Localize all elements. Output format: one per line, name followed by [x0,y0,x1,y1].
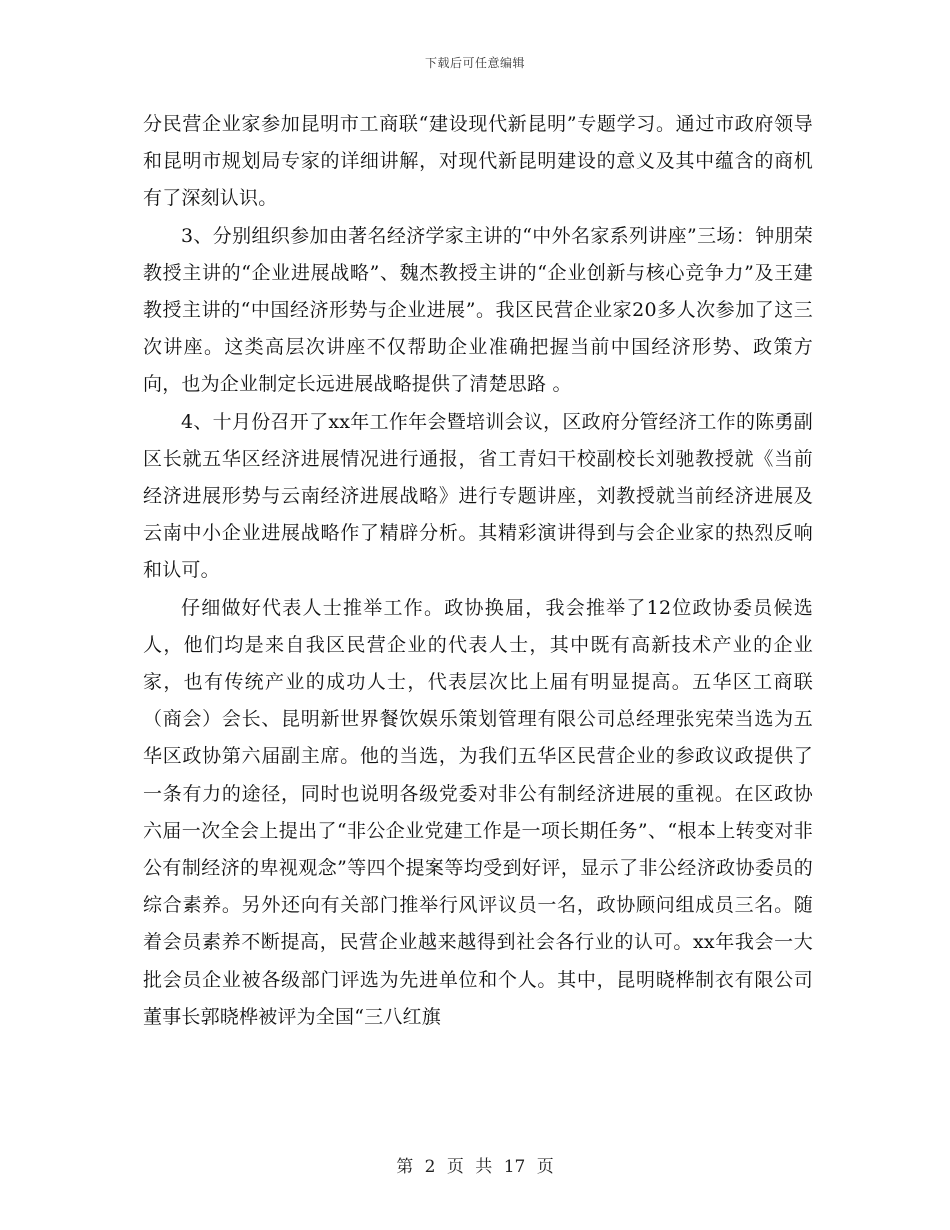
document-body [143,106,813,1036]
paragraph-representatives: 仔细做好代表人士推举工作。政协换届，我会推举了12位政协委员候选人，他们均是来自我区民营企业的代表人士，其中既有高新技术产业的企业家，也有传统产业的成功人士，代表层次比上届有明显提高。五华区工商联（商会）会长、昆明新世界餐饮娱乐策划管理有限公司总经理张宪荣当选为五华区政协第六届副主席。他的当选，为我们五华区民营企业的参政议政提供了一条有力的途径，同时也说明各级党委对非公有制经济进展的重视。在区政协六届一次全会上提出了“非公企业党建工作是一项长期任务”、“根本上转变对非公有制经济的卑视观念”等四个提案等均受到好评，显示了非公经济政协委员的综合素养。另外还向有关部门推举行风评议员一名，政协顾问组成员三名。随着会员素养不断提高，民营企业越来越得到社会各行业的认可。xx年我会一大批会员企业被各级部门评选为先进单位和个人。其中，昆明晓桦制衣有限公司董事长郭晓桦被评为全国“三八红旗 [143,596,813,1028]
paragraph-item-4: 4、十月份召开了xx年工作年会暨培训会议，区政府分管经济工作的陈勇副区长就五华区经济进展情况进行通报，省工青妇干校副校长刘驰教授就《当前经济进展形势与云南经济进展战略》进行专题讲座，刘教授就当前经济进展及云南中小企业进展战略作了精辟分析。其精彩演讲得到与会企业家的热烈反响和认可。 [143,410,813,582]
paragraph-item-3: 3、分别组织参加由著名经济学家主讲的“中外名家系列讲座”三场：钟朋荣教授主讲的“企业进展战略”、魏杰教授主讲的“企业创新与核心竞争力”及王建教授主讲的“中国经济形势与企业进展”。我区民营企业家20多人次参加了这三次讲座。这类高层次讲座不仅帮助企业准确把握当前中国经济形势、政策方向，也为企业制定长远进展战略提供了清楚思路 。 [143,224,813,396]
page-number-footer: 第 2 页 共 17 页 [396,1157,554,1177]
paragraph-continuation: 分民营企业家参加昆明市工商联“建设现代新昆明”专题学习。通过市政府领导和昆明市规划局专家的详细讲解，对现代新昆明建设的意义及其中蕴含的商机有了深刻认识。 [143,113,813,210]
page-header-note: 下载后可任意编辑 [424,56,525,70]
